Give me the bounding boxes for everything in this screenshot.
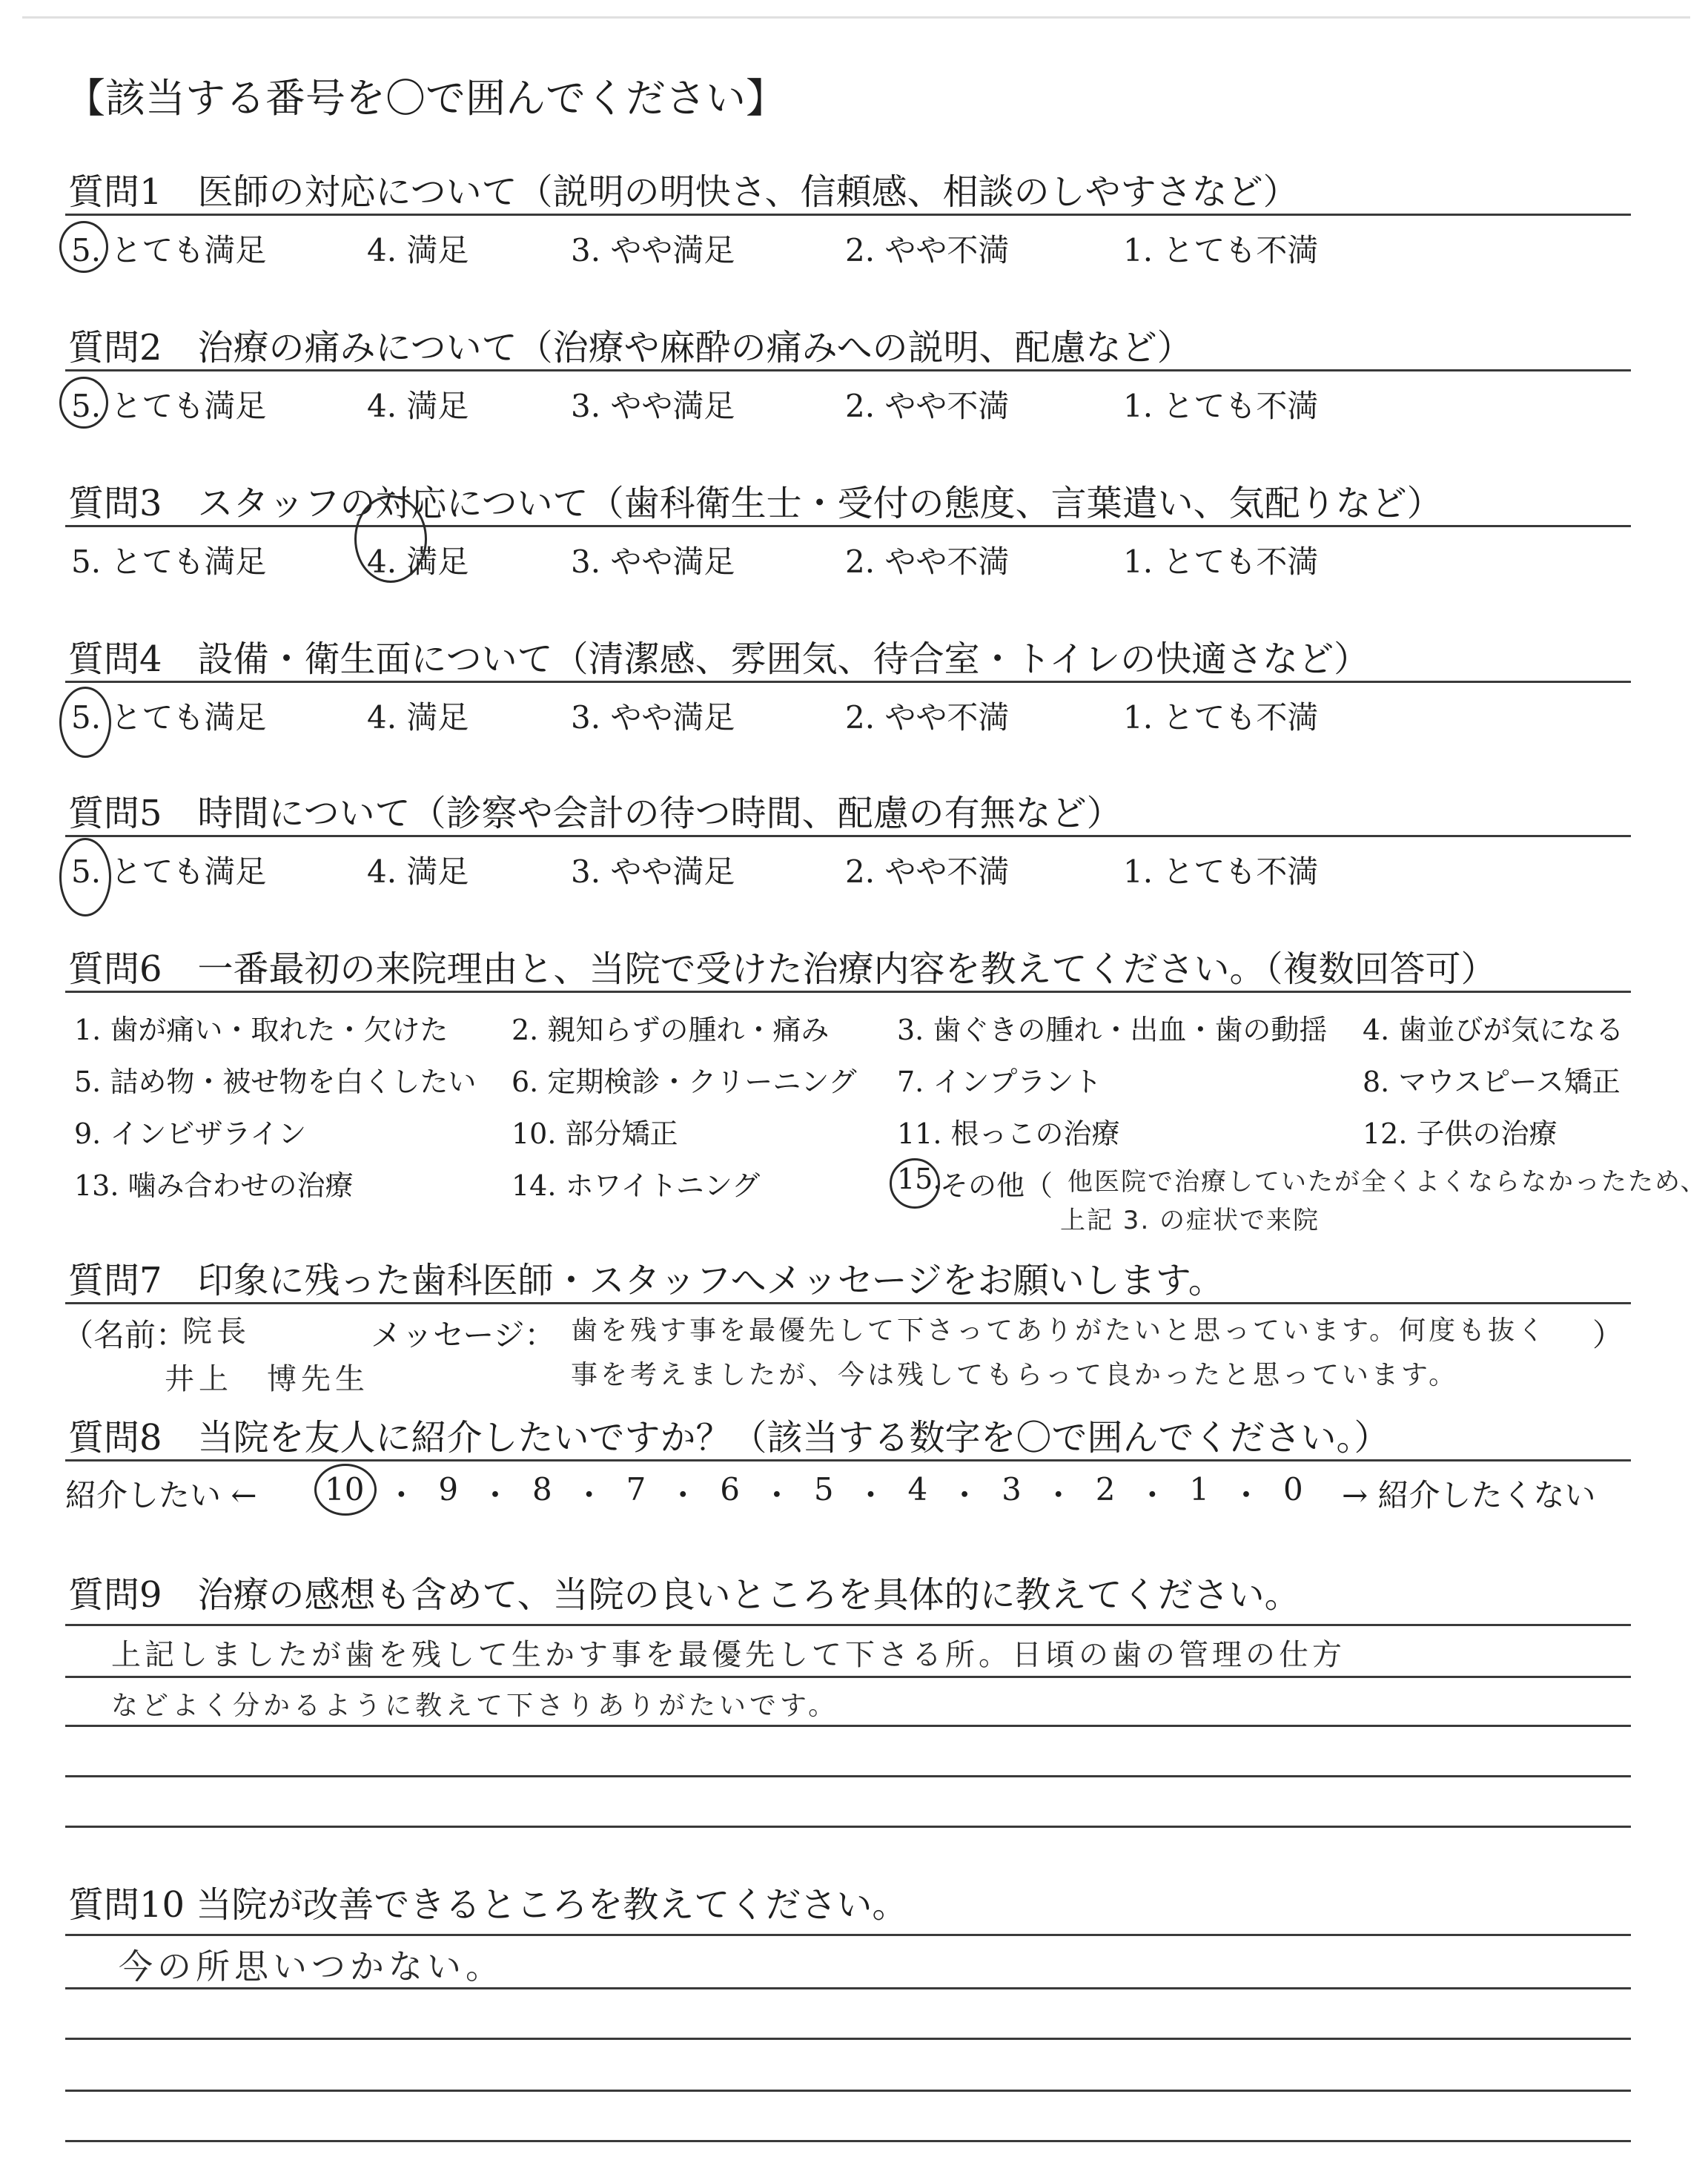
q10-title: 質問10 当院が改善できるところを教えてください。 (68, 1884, 908, 1926)
q6-other-handwritten-2: 上記 3. の症状で来院 (1060, 1206, 1320, 1235)
q6-option-9[interactable]: 9. インビザライン (74, 1117, 307, 1150)
q9-line-1 (65, 1624, 1631, 1626)
q6-option-8[interactable]: 8. マウスピース矯正 (1363, 1066, 1621, 1098)
page-top-edge (22, 16, 1690, 19)
q8-scale-value-0[interactable]: 0 (1282, 1471, 1303, 1507)
q8-scale-value-7[interactable]: 7 (626, 1471, 646, 1507)
q6-option-14[interactable]: 14. ホワイトニング (512, 1169, 761, 1202)
q3-option-3[interactable]: 3. やや満足 (571, 544, 735, 580)
q6-option-7[interactable]: 7. インプラント (897, 1066, 1102, 1098)
q2-selection-circle (59, 377, 108, 429)
q10-line-4 (65, 2090, 1631, 2092)
q5-option-1[interactable]: 1. とても不満 (1123, 853, 1319, 890)
q10-line-1 (65, 1934, 1631, 1936)
q7-name-line1: 院長 (182, 1315, 251, 1349)
q1-option-1[interactable]: 1. とても不満 (1123, 232, 1319, 268)
q7-message-line2: 事を考えましたが、今は残してもらって良かったと思っています。 (571, 1360, 1459, 1390)
q5-option-5[interactable]: 5. とても満足 (71, 853, 267, 890)
q6-option-1[interactable]: 1. 歯が痛い・取れた・欠けた (74, 1014, 448, 1046)
q8-scale-separator: ・ (1136, 1477, 1168, 1513)
q10-answer-line1: 今の所思いつかない。 (119, 1946, 504, 1986)
q8-scale-value-8[interactable]: 8 (532, 1471, 552, 1507)
q6-option-5[interactable]: 5. 詰め物・被せ物を白くしたい (74, 1066, 477, 1098)
q8-right-label: → 紹介したくない (1342, 1477, 1596, 1513)
q1-option-3[interactable]: 3. やや満足 (571, 232, 735, 268)
q6-option-10[interactable]: 10. 部分矯正 (512, 1117, 678, 1150)
q2-rule (65, 369, 1631, 371)
q1-option-5[interactable]: 5. とても満足 (71, 232, 267, 268)
page-heading: 【該当する番号を〇で囲んでください】 (65, 75, 786, 122)
q7-name-line2: 井上 博先生 (165, 1362, 369, 1396)
q9-answer-line1: 上記しましたが歯を残して生かす事を最優先して下さる所。日頃の歯の管理の仕方 (111, 1638, 1345, 1672)
q1-selection-circle (59, 221, 108, 273)
q2-option-3[interactable]: 3. やや満足 (571, 388, 735, 424)
q6-selection-circle (890, 1158, 940, 1209)
q7-message-line1: 歯を残す事を最優先して下さってありがたいと思っています。何度も抜く (571, 1315, 1548, 1346)
q6-option-11[interactable]: 11. 根っこの治療 (897, 1117, 1120, 1150)
q1-option-2[interactable]: 2. やや不満 (845, 232, 1010, 268)
q2-option-1[interactable]: 1. とても不満 (1123, 388, 1319, 424)
q5-option-2[interactable]: 2. やや不満 (845, 853, 1010, 890)
q8-scale-separator: ・ (480, 1477, 512, 1513)
q8-scale-separator: ・ (667, 1477, 699, 1513)
q4-option-4[interactable]: 4. 満足 (367, 699, 469, 736)
q1-title: 質問1 医師の対応について（説明の明快さ、信頼感、相談のしやすさなど） (68, 171, 1299, 213)
q8-scale-value-3[interactable]: 3 (1002, 1471, 1022, 1507)
q8-scale-value-1[interactable]: 1 (1189, 1471, 1210, 1507)
q8-title: 質問8 当院を友人に紹介したいですか？（該当する数字を〇で囲んでください。） (68, 1417, 1390, 1459)
q8-scale-value-6[interactable]: 6 (720, 1471, 740, 1507)
q8-scale-value-4[interactable]: 4 (907, 1471, 928, 1507)
q3-option-1[interactable]: 1. とても不満 (1123, 544, 1319, 580)
q8-scale-value-2[interactable]: 2 (1095, 1471, 1116, 1507)
q8-rule (65, 1459, 1631, 1462)
q7-title: 質問7 印象に残った歯科医師・スタッフへメッセージをお願いします。 (68, 1260, 1224, 1301)
q8-scale-separator: ・ (761, 1477, 792, 1513)
q6-option-13[interactable]: 13. 噛み合わせの治療 (74, 1169, 354, 1202)
q3-option-5[interactable]: 5. とても満足 (71, 544, 267, 580)
q5-option-3[interactable]: 3. やや満足 (571, 853, 735, 890)
q6-title: 質問6 一番最初の来院理由と、当院で受けた治療内容を教えてください。（複数回答可） (68, 948, 1497, 990)
q6-option-15[interactable]: 15. (897, 1163, 942, 1195)
q7-rule (65, 1302, 1631, 1304)
q8-scale-separator: ・ (855, 1477, 887, 1513)
q10-line-5 (65, 2140, 1631, 2142)
q5-rule (65, 835, 1631, 837)
q8-scale-value-9[interactable]: 9 (438, 1471, 459, 1507)
q9-answer-line2: などよく分かるように教えて下さりありがたいです。 (111, 1691, 839, 1721)
q9-line-3 (65, 1725, 1631, 1727)
q2-option-5[interactable]: 5. とても満足 (71, 388, 267, 424)
q1-option-4[interactable]: 4. 満足 (367, 232, 469, 268)
q6-option-3[interactable]: 3. 歯ぐきの腫れ・出血・歯の動揺 (897, 1014, 1328, 1046)
q5-selection-circle (59, 838, 111, 916)
q6-option-12[interactable]: 12. 子供の治療 (1363, 1117, 1558, 1150)
q8-scale-separator: ・ (1042, 1477, 1074, 1513)
q8-scale-separator: ・ (385, 1477, 417, 1513)
q3-option-4[interactable]: 4. 満足 (367, 544, 469, 580)
q9-line-2 (65, 1676, 1631, 1678)
q4-option-1[interactable]: 1. とても不満 (1123, 699, 1319, 736)
q10-line-3 (65, 2038, 1631, 2040)
q4-option-2[interactable]: 2. やや不満 (845, 699, 1010, 736)
q4-option-3[interactable]: 3. やや満足 (571, 699, 735, 736)
q3-option-2[interactable]: 2. やや不満 (845, 544, 1010, 580)
q6-option-6[interactable]: 6. 定期検診・クリーニング (512, 1066, 857, 1098)
q3-rule (65, 525, 1631, 527)
q9-line-4 (65, 1775, 1631, 1777)
q2-option-4[interactable]: 4. 満足 (367, 388, 469, 424)
q8-scale-separator: ・ (1231, 1477, 1262, 1513)
q6-other-label: その他（ (940, 1169, 1053, 1202)
q6-option-4[interactable]: 4. 歯並びが気になる (1363, 1014, 1624, 1046)
q3-title: 質問3 スタッフの対応について（歯科衛生士・受付の態度、言葉遣い、気配りなど） (68, 483, 1443, 524)
q4-rule (65, 681, 1631, 683)
q5-option-4[interactable]: 4. 満足 (367, 853, 469, 890)
q4-option-5[interactable]: 5. とても満足 (71, 699, 267, 736)
q7-name-label: （名前： (62, 1317, 188, 1353)
q8-scale (325, 1471, 1303, 1516)
q6-option-2[interactable]: 2. 親知らずの腫れ・痛み (512, 1014, 830, 1046)
q7-close-paren: ） (1592, 1317, 1624, 1353)
q8-scale-value-5[interactable]: 5 (813, 1471, 834, 1507)
q2-title: 質問2 治療の痛みについて（治療や麻酔の痛みへの説明、配慮など） (68, 327, 1193, 369)
q4-title: 質問4 設備・衛生面について（清潔感、雰囲気、待合室・トイレの快適さなど） (68, 638, 1370, 680)
q8-left-label: 紹介したい ← (65, 1477, 257, 1513)
q6-rule (65, 991, 1631, 993)
q5-title: 質問5 時間について（診察や会計の待つ時間、配慮の有無など） (68, 793, 1122, 834)
q9-title: 質問9 治療の感想も含めて、当院の良いところを具体的に教えてください。 (68, 1574, 1300, 1616)
q4-selection-circle (59, 687, 111, 758)
q3-selection-circle (354, 495, 427, 583)
q9-line-5 (65, 1826, 1631, 1828)
q8-scale-separator: ・ (573, 1477, 605, 1513)
q1-rule (65, 214, 1631, 216)
q8-scale-separator: ・ (949, 1477, 981, 1513)
q8-scale-value-10[interactable]: 10 (325, 1471, 365, 1507)
q2-option-2[interactable]: 2. やや不満 (845, 388, 1010, 424)
q6-other-handwritten-1: 他医院で治療していたが全くよくならなかったため、 (1068, 1167, 1707, 1197)
q8-selection-circle (314, 1464, 377, 1516)
q7-message-label: メッセージ： (371, 1317, 556, 1353)
